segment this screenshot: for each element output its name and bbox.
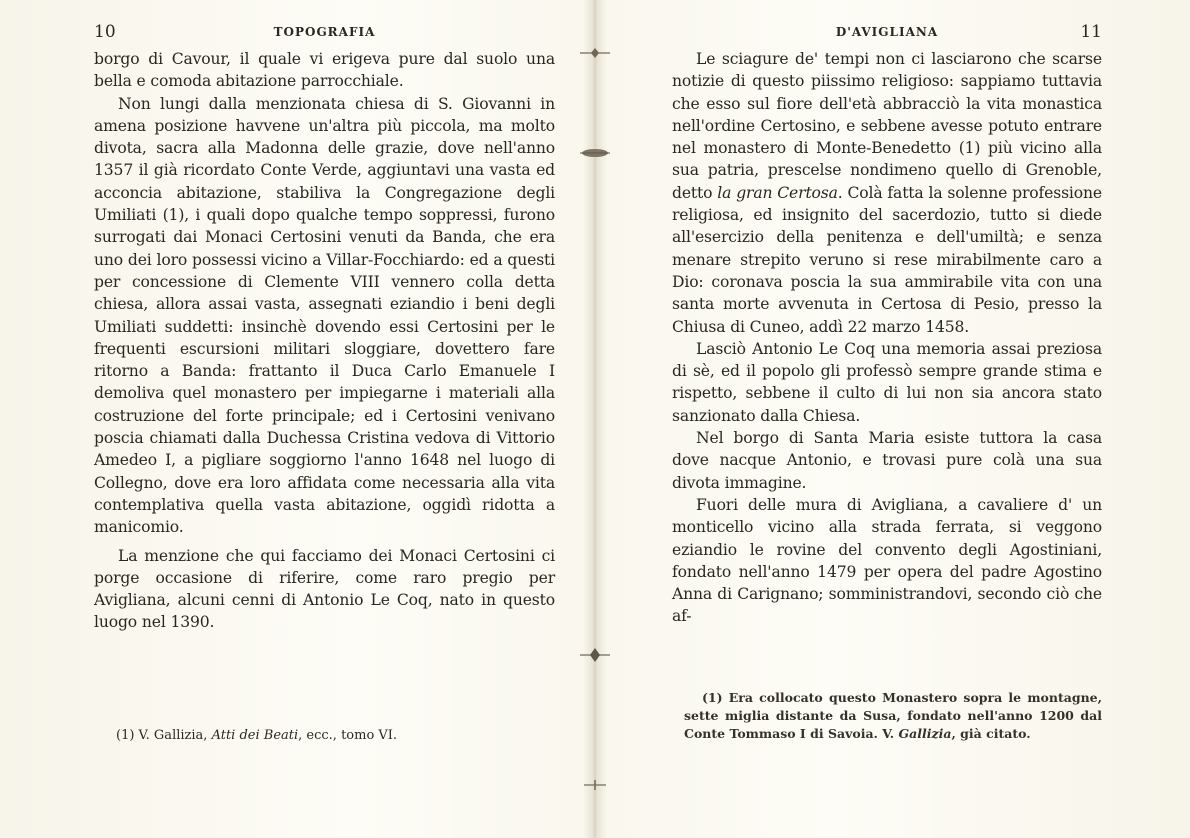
binding-stitch-lower [580,648,610,662]
right-page-number: 11 [1080,22,1102,42]
right-paragraph-1 [672,48,1102,338]
right-running-title: D'AVIGLIANA [835,25,939,39]
left-body-text [94,48,555,634]
gutter-fold [594,0,596,838]
right-footnote-italic: Gallizia [898,726,952,741]
right-footnote-prefix: (1) Era collocato questo Monastero sopra le montagne, sette miglia distante da Susa, fondato nell'anno 1200 dal Conte Tommaso I di Savoia. V. [684,690,1102,741]
right-paragraph-1-italic: la gran Certosa [717,183,838,202]
left-paragraph-1: borgo di Cavour, il quale vi erigeva pure dal suolo una bella e comoda abitazione parrocchiale. [94,50,555,91]
right-body-text [672,48,1102,628]
right-paragraph-1-text-a: Le sciagure de' tempi non ci lasciarono che scarse notizie di questo piissimo religioso: sappiamo tuttavia che esso sul fiore dell'età abbracciò la vita monastica nell'ordine Certosino, e sebbene avesse potuto entrare nel monastero di Monte-Benedetto (1) più vicino alla sua patria, prescelse nondimeno quello di Grenoble, detto [672,50,1102,202]
right-footnote-body [684,689,1102,743]
left-paragraph-2: Non lungi dalla menzionata chiesa di S. Giovanni in amena posizione havvene un'altra più piccola, ma molto divota, sacra alla Madonna delle grazie, dove nell'anno 1357 il già ricordato Conte Verde, aggiuntavi una vasta ed acconcia abitazione, stabiliva la Congregazione degli Umiliati (1), i quali dopo qualche tempo soppressi, furono surrogati dai Monaci Certosini venuti da Banda, che era uno dei loro possessi vicino a Villar-Focchiardo: ed a questi per concessione di Clemente VIII vennero colla detta chiesa, allora assai vasta, assegnati eziandio i beni degli Umiliati suddetti: insinchè dovendo essi Certosini per le frequenti escursioni militari sloggiare, dovettero fare ritorno a Banda: frattanto il Duca Carlo Emanuele I demoliva quel monastero per impiegarne i materiali alla costruzione del forte principale; ed i Certosini venivano poscia chiamati dalla Duchessa Cristina vedova di Vittorio Amedeo I, a pigliare soggiorno l'anno 1648 nel luogo di Collegno, dove era loro affidata come necessaria alla vita contemplativa quella vasta abitazione, oggidì ridotta a manicomio. [94,94,555,537]
right-paragraph-3: Nel borgo di Santa Maria esiste tuttora la casa dove nacque Antonio, e trovasi pure colà una sua divota immagine. [672,429,1102,492]
left-footnote [116,728,397,743]
right-running-head [672,24,1102,46]
left-footnote-suffix: , ecc., tomo VI. [298,728,398,743]
binding-stitch-top [580,46,610,60]
binding-stitch-bottom [580,778,610,792]
right-paragraph-4: Fuori delle mura di Avigliana, a cavaliere d' un monticello vicino alla strada ferrata, si veggono eziandio le rovine del convento degli Agostiniani, fondato nell'anno 1479 per opera del padre Agostino Anna di Carignano; somministrandovi, secondo ciò che af- [672,495,1102,626]
left-running-head [94,24,555,46]
left-page-number: 10 [94,22,116,42]
right-footnote [684,689,1102,743]
left-footnote-prefix: (1) V. Gallizia, [116,728,212,743]
left-running-title: TOPOGRAFIA [273,25,376,39]
left-footnote-italic: Atti dei Beati [211,728,299,743]
left-paragraph-3: La menzione che qui facciamo dei Monaci Certosini ci porge occasione di riferire, come raro pregio per Avigliana, alcuni cenni di Antonio Le Coq, nato in questo luogo nel 1390. [94,546,555,632]
binding-stitch-upper [580,146,610,160]
right-paragraph-1-text-b: . Colà fatta la solenne professione religiosa, ed insignito del sacerdozio, tutto si diede all'esercizio della penitenza e dell'umiltà; e senza menare strepito veruno si rese mirabilmente caro a Dio: coronava poscia la sua ammirabile vita con una santa morte avvenuta in Certosa di Pesio, presso la Chiusa di Cuneo, addì 22 marzo 1458. [672,183,1102,336]
right-paragraph-2: Lasciò Antonio Le Coq una memoria assai preziosa di sè, ed il popolo gli professò sempre grande stima e rispetto, sebbene il culto di lui non sia ancora stato sanzionato dalla Chiesa. [672,339,1102,425]
right-footnote-suffix: , già citato. [951,726,1031,741]
right-page [596,0,1190,838]
